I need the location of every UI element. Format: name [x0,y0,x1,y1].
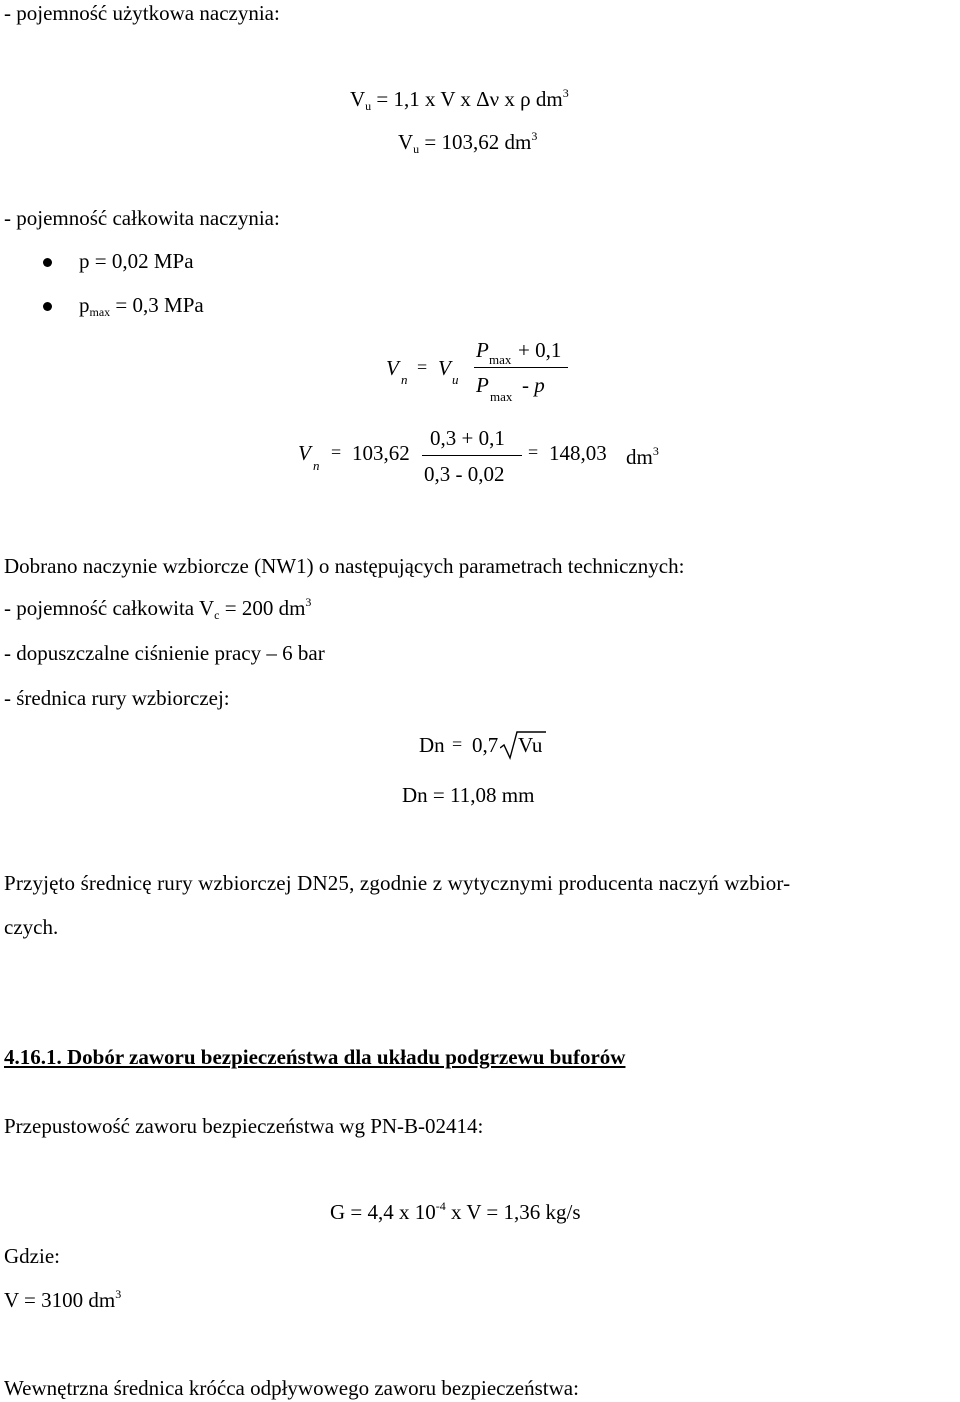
where-label: Gdzie: [4,1244,60,1268]
pressure-param: p = 0,02 MPa [79,249,194,273]
valve-capacity-intro: Przepustowość zaworu bezpieczeństwa wg PN-B-02414: [4,1114,484,1138]
param-working-pressure: - dopuszczalne ciśnienie pracy – 6 bar [4,641,325,665]
conclusion-line-1: Przyjęto średnicę rury wzbiorczej DN25, zgodnie z wytycznymi producenta naczyń wzbior- [4,871,791,895]
g-formula: G = 4,4 x $10^{-4}$ x V = 1,36 kg/s [330,1199,581,1224]
conclusion-line-2: czych. [4,915,59,939]
outlet-diameter-label: Wewnętrzna średnica króćca odpływowego zaworu bezpieczeństwa: [4,1376,579,1400]
usable-capacity-label: - pojemność użytkowa naczynia: [4,1,280,25]
v-definition: V = 3100 $dm^3$ [4,1287,122,1312]
total-capacity-label: - pojemność całkowita naczynia: [4,206,280,230]
max-pressure-param: $p_{max} = 0,3$ MPa [79,293,204,319]
param-pipe-diameter: - średnica rury wzbiorczej: [4,686,230,710]
param-total-capacity: - pojemność całkowita $V_c = 200$ $dm^3$ [4,595,312,622]
dn-result: Dn = 11,08 mm [402,783,535,807]
usable-volume-formula: $V_u = 1,1$ x V x Δν x ρ $dm^3$ [350,86,569,113]
selected-vessel-intro: Dobrano naczynie wzbiorcze (NW1) o następujących parametrach technicznych: [4,554,685,578]
section-heading: 4.16.1. Dobór zaworu bezpieczeństwa dla układu podgrzewu buforów [4,1045,626,1069]
usable-volume-result: $V_u = 103,62$ $dm^3$ [398,129,538,156]
bullet-icon [43,258,52,267]
bullet-icon [43,302,52,311]
